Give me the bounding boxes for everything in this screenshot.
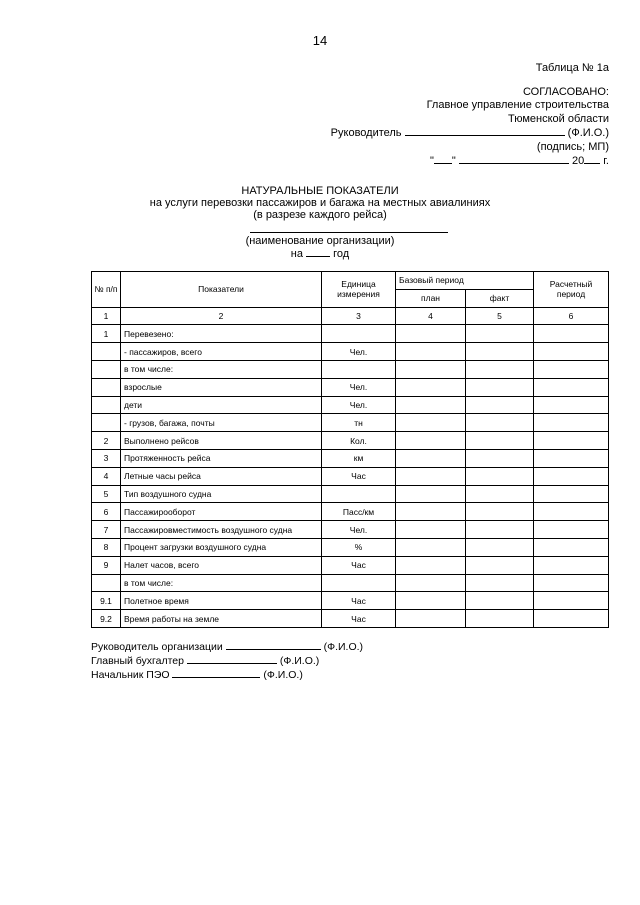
approval-block [331, 86, 609, 168]
row-base-plan [396, 325, 466, 343]
row-base-plan [396, 378, 466, 396]
row-num: 9.2 [92, 610, 121, 628]
row-num: 7 [92, 521, 121, 539]
row-base-fact [466, 521, 534, 539]
row-num: 5 [92, 485, 121, 503]
table-body [92, 272, 609, 628]
row-indicator: взрослые [121, 378, 322, 396]
col-number: 1 [92, 307, 121, 325]
row-unit: Пасс/км [322, 503, 396, 521]
row-base-plan [396, 521, 466, 539]
table-row [92, 414, 609, 432]
row-base-fact [466, 414, 534, 432]
header-base-period: Базовый период [396, 272, 534, 290]
row-unit: Час [322, 592, 396, 610]
row-num: 8 [92, 538, 121, 556]
row-calc-period [534, 610, 609, 628]
row-base-fact [466, 360, 534, 378]
signature-blank [187, 654, 277, 664]
row-base-plan [396, 556, 466, 574]
row-base-fact [466, 325, 534, 343]
row-num: 6 [92, 503, 121, 521]
row-calc-period [534, 378, 609, 396]
table-row [92, 538, 609, 556]
header-num [92, 272, 121, 308]
table-row [92, 467, 609, 485]
row-indicator: - грузов, багажа, почты [121, 414, 322, 432]
row-base-fact [466, 467, 534, 485]
row-base-fact [466, 343, 534, 361]
row-calc-period [534, 574, 609, 592]
title-line1: НАТУРАЛЬНЫЕ ПОКАЗАТЕЛИ [241, 185, 399, 197]
signature-fio: (Ф.И.О.) [279, 655, 320, 667]
table-row [92, 449, 609, 467]
signature-accountant [91, 654, 363, 668]
row-base-plan [396, 574, 466, 592]
row-unit [322, 325, 396, 343]
row-unit: Кол. [322, 432, 396, 450]
row-base-plan [396, 485, 466, 503]
row-num [92, 396, 121, 414]
header-indicators: Показатели [121, 272, 322, 308]
row-indicator: в том числе: [121, 360, 322, 378]
row-indicator: Время работы на земле [121, 610, 322, 628]
table-row [92, 396, 609, 414]
row-unit: Чел. [322, 396, 396, 414]
table-row [92, 325, 609, 343]
row-calc-period [534, 467, 609, 485]
col-number: 2 [121, 307, 322, 325]
table-row [92, 360, 609, 378]
quote-close: " [451, 155, 456, 168]
row-calc-period [534, 521, 609, 539]
row-calc-period [534, 503, 609, 521]
row-calc-period [534, 556, 609, 574]
quote-open: " [430, 155, 434, 168]
row-unit: Чел. [322, 378, 396, 396]
row-unit: Чел. [322, 521, 396, 539]
row-base-plan [396, 610, 466, 628]
row-base-fact [466, 503, 534, 521]
table-row [92, 343, 609, 361]
page-number: 14 [312, 33, 328, 48]
document-title [0, 185, 640, 222]
col-number: 3 [322, 307, 396, 325]
row-indicator: в том числе: [121, 574, 322, 592]
approval-head-label: Руководитель [330, 127, 402, 140]
header-fact: факт [466, 289, 534, 307]
row-indicator: Перевезено: [121, 325, 322, 343]
row-indicator: дети [121, 396, 322, 414]
row-num: 2 [92, 432, 121, 450]
signature-blank [405, 126, 565, 136]
row-unit: Час [322, 467, 396, 485]
row-indicator: Налет часов, всего [121, 556, 322, 574]
signature-peo [91, 668, 363, 682]
column-numbers-row [92, 307, 609, 325]
row-base-plan [396, 414, 466, 432]
row-unit [322, 574, 396, 592]
year-line-suffix: год [333, 248, 350, 261]
approval-org-line1: Главное управление строительства [426, 99, 609, 112]
row-indicator: - пассажиров, всего [121, 343, 322, 361]
row-num [92, 378, 121, 396]
row-unit: % [322, 538, 396, 556]
table-row [92, 378, 609, 396]
approval-fio: (Ф.И.О.) [567, 127, 609, 140]
signature-director [91, 640, 363, 654]
approval-sign-note: (подпись; МП) [536, 140, 609, 153]
row-unit: Час [322, 556, 396, 574]
row-unit [322, 360, 396, 378]
row-num: 9.1 [92, 592, 121, 610]
row-base-plan [396, 467, 466, 485]
table-row [92, 610, 609, 628]
row-base-plan [396, 360, 466, 378]
row-num: 4 [92, 467, 121, 485]
row-base-fact [466, 574, 534, 592]
year-prefix: 20 [571, 155, 585, 168]
row-indicator: Тип воздушного судна [121, 485, 322, 503]
row-indicator: Пассажировместимость воздушного судна [121, 521, 322, 539]
row-num: 3 [92, 449, 121, 467]
col-number: 4 [396, 307, 466, 325]
signature-blank [172, 668, 260, 678]
row-base-fact [466, 592, 534, 610]
org-caption: (наименование организации) [245, 235, 395, 247]
row-base-fact [466, 556, 534, 574]
row-calc-period [534, 449, 609, 467]
row-base-fact [466, 378, 534, 396]
row-num [92, 343, 121, 361]
approval-org-line2: Тюменской области [507, 112, 609, 125]
row-num: 9 [92, 556, 121, 574]
row-indicator: Полетное время [121, 592, 322, 610]
month-blank [459, 154, 569, 164]
row-unit: Чел. [322, 343, 396, 361]
year-line [0, 247, 640, 260]
row-calc-period [534, 325, 609, 343]
signature-blank [226, 640, 321, 650]
row-base-plan [396, 449, 466, 467]
row-calc-period [534, 360, 609, 378]
row-base-plan [396, 538, 466, 556]
year-line-prefix: на [290, 248, 303, 261]
row-calc-period [534, 343, 609, 361]
table-row [92, 432, 609, 450]
signature-fio: (Ф.И.О.) [323, 641, 364, 653]
row-calc-period [534, 396, 609, 414]
row-indicator: Пассажирооборот [121, 503, 322, 521]
signature-label: Руководитель организации [91, 641, 223, 653]
header-plan: план [396, 289, 466, 307]
table-row [92, 556, 609, 574]
table-row [92, 521, 609, 539]
row-unit [322, 485, 396, 503]
year-line-blank [306, 247, 330, 257]
year-blank [584, 154, 600, 164]
signature-label: Начальник ПЭО [91, 669, 170, 681]
row-calc-period [534, 414, 609, 432]
indicators-table [91, 271, 609, 628]
row-base-fact [466, 432, 534, 450]
approval-date-line [331, 154, 609, 168]
row-calc-period [534, 592, 609, 610]
row-num [92, 414, 121, 432]
approval-head-line [331, 126, 609, 140]
header-row [92, 272, 609, 290]
row-base-plan [396, 432, 466, 450]
table-number: Таблица № 1а [535, 62, 609, 74]
row-indicator: Летные часы рейса [121, 467, 322, 485]
col-number: 6 [534, 307, 609, 325]
row-calc-period [534, 485, 609, 503]
row-base-fact [466, 396, 534, 414]
row-num: 1 [92, 325, 121, 343]
header-unit: Единица измерения [322, 272, 396, 308]
row-unit: км [322, 449, 396, 467]
table-row [92, 485, 609, 503]
row-indicator: Выполнено рейсов [121, 432, 322, 450]
signature-fio: (Ф.И.О.) [263, 669, 303, 681]
header-num-text: № п/п [94, 284, 118, 295]
org-caption-block [0, 235, 640, 260]
row-num [92, 360, 121, 378]
row-indicator: Процент загрузки воздушного судна [121, 538, 322, 556]
row-base-fact [466, 538, 534, 556]
table-row [92, 574, 609, 592]
row-base-plan [396, 396, 466, 414]
row-unit: тн [322, 414, 396, 432]
row-base-fact [466, 610, 534, 628]
row-base-plan [396, 592, 466, 610]
row-num [92, 574, 121, 592]
title-line3: (в разрезе каждого рейса) [253, 209, 387, 222]
row-base-fact [466, 449, 534, 467]
row-base-plan [396, 503, 466, 521]
row-unit: Час [322, 610, 396, 628]
signature-label: Главный бухгалтер [91, 655, 184, 667]
row-calc-period [534, 538, 609, 556]
table-row [92, 503, 609, 521]
row-base-fact [466, 485, 534, 503]
title-line2: на услуги перевозки пассажиров и багажа на местных авиалиниях [149, 197, 491, 210]
year-suffix: г. [603, 155, 609, 168]
row-calc-period [534, 432, 609, 450]
approval-heading: СОГЛАСОВАНО: [522, 86, 609, 98]
org-name-blank [250, 232, 448, 233]
header-calc-period: Расчетный период [534, 272, 609, 308]
row-base-plan [396, 343, 466, 361]
table-row [92, 592, 609, 610]
day-blank [434, 154, 452, 164]
signature-block [91, 640, 363, 682]
row-indicator: Протяженность рейса [121, 449, 322, 467]
col-number: 5 [466, 307, 534, 325]
